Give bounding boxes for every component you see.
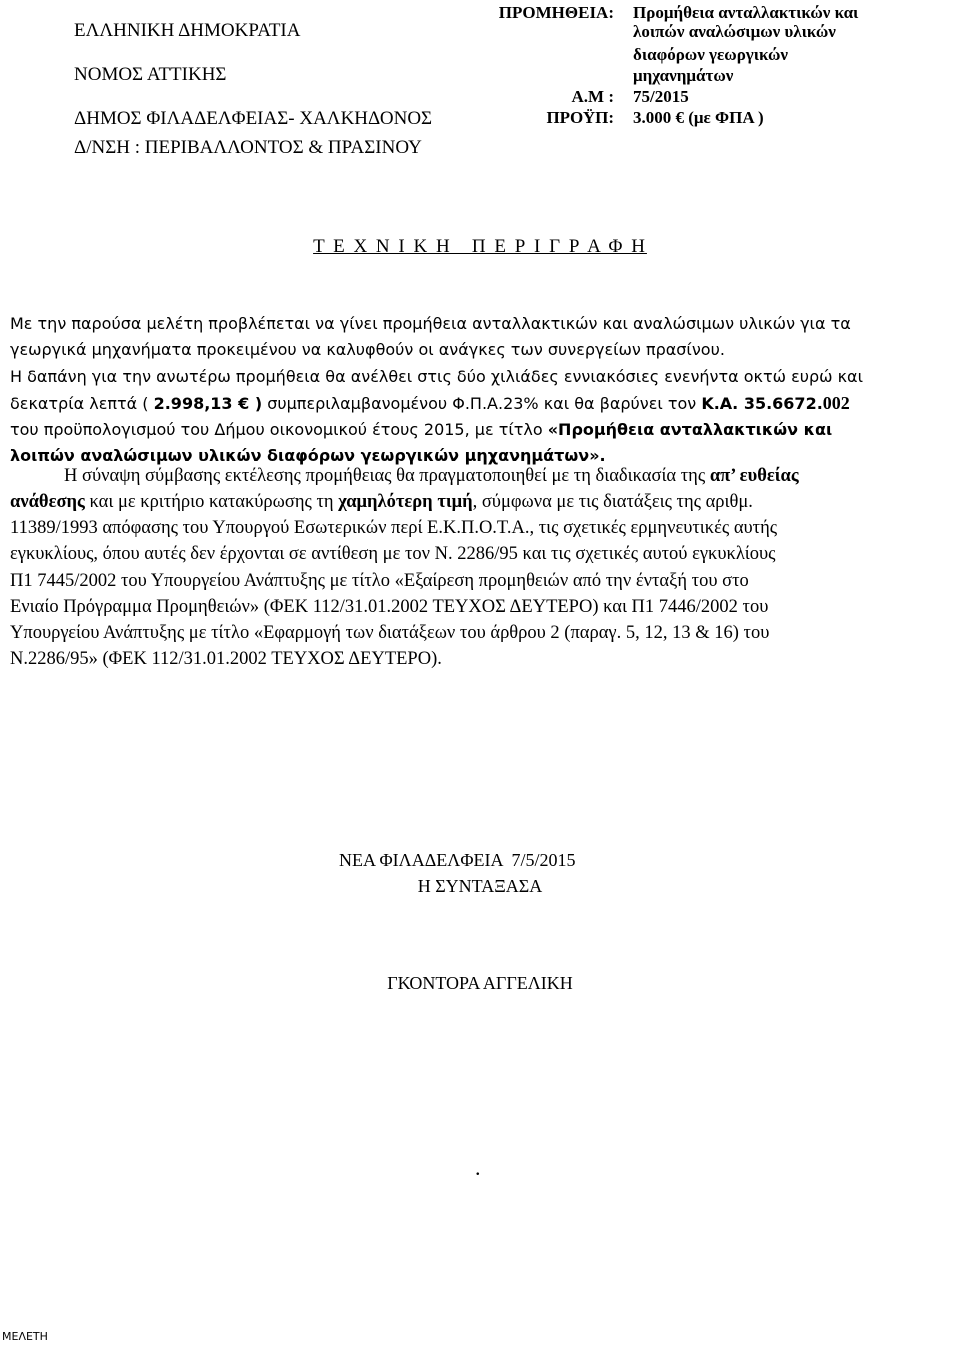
- para3-lowest-price: χαμηλότερη τιμή: [338, 492, 473, 512]
- header-directorate: Δ/ΝΣΗ : ΠΕΡΙΒΑΛΛΟΝΤΟΣ & ΠΡΑΣΙΝΟΥ: [74, 137, 422, 158]
- para3-line1: [10, 466, 950, 487]
- place-date: ΝΕΑ ΦΙΛΑΔΕΛΦΕΙΑ 7/5/2015: [339, 850, 576, 870]
- am-label: Α.Μ :: [571, 87, 614, 106]
- document-title: Τ Ε Χ Ν Ι Κ Η Π Ε Ρ Ι Γ Ρ Α Φ Η: [313, 236, 647, 257]
- para2-line2: [10, 393, 850, 414]
- signer-role: Η ΣΥΝΤΑΞΑΣΑ: [417, 876, 543, 896]
- para3-line2: [10, 492, 753, 513]
- para2-line4: λοιπών αναλώσιμων υλικών διαφόρων γεωργικών μηχανημάτων».: [10, 446, 606, 465]
- budget-value: 3.000 € (με ΦΠΑ ): [633, 108, 764, 127]
- para2-amount: 2.998,13 € ): [153, 394, 263, 413]
- budget-label: ΠΡΟΫΠ:: [546, 108, 614, 127]
- project-value-line-4: μηχανημάτων: [633, 66, 734, 85]
- para3-line4: εγκυκλίους, όπου αυτές δεν έρχονται σε αντίθεση με τον Ν. 2286/95 και τις σχετικές αυτού εγκυκλίους: [10, 544, 776, 564]
- para2-line2-a: δεκατρία λεπτά (: [10, 394, 154, 413]
- para3-award: ανάθεσης: [10, 492, 85, 512]
- para2-line3-a: του προϋπολογισμού του Δήμου οικονομικού έτους 2015, με τίτλο: [10, 420, 548, 439]
- para1-line2: γεωργικά μηχανήματα προκειμένου να καλυφθούν οι ανάγκες των συνεργείων πρασίνου.: [10, 340, 725, 359]
- project-value-line-2: [633, 22, 883, 42]
- para2-line2-c: συμπεριλαμβανομένου Φ.Π.Α.23% και θα βαρύνει τον: [262, 394, 702, 413]
- para2-budget-code: Κ.Α. 35.6672.: [701, 394, 823, 413]
- para2-line3: [10, 420, 832, 439]
- footer-label: ΜΕΛΕΤΗ: [2, 1330, 48, 1343]
- para3-line8: Ν.2286/95» (ΦΕΚ 112/31.01.2002 ΤΕΥΧΟΣ ΔΕΥΤΕΡΟ).: [10, 649, 442, 669]
- para3-line2-b: και με κριτήριο κατακύρωσης τη: [84, 492, 339, 512]
- header-municipality: ΔΗΜΟΣ ΦΙΛΑΔΕΛΦΕΙΑΣ- ΧΑΛΚΗΔΟΝΟΣ: [74, 108, 433, 129]
- para1-line1: Με την παρούσα μελέτη προβλέπεται να γίνει προμήθεια ανταλλακτικών και αναλώσιμων υλικών για τα: [10, 314, 851, 333]
- para3-line2-d: , σύμφωνα με τις διατάξεις της αριθμ.: [472, 492, 753, 512]
- project-value-line-1: Προμήθεια ανταλλακτικών και: [633, 3, 859, 22]
- header-country: ΕΛΛΗΝΙΚΗ ΔΗΜΟΚΡΑΤΙΑ: [74, 20, 301, 41]
- header-prefecture: ΝΟΜΟΣ ΑΤΤΙΚΗΣ: [74, 64, 227, 85]
- para3-line1-a: Η σύναψη σύμβασης εκτέλεσης προμήθειας θα πραγματοποιηθεί με τη διαδικασία της: [64, 466, 710, 486]
- para3-line7: Υπουργείου Ανάπτυξης με τίτλο «Εφαρμογή των διατάξεων του άρθρου 2 (παραγ. 5, 12, 13 & 16) του: [10, 623, 770, 643]
- stray-dot: .: [475, 1155, 481, 1180]
- para3-line6: Ενιαίο Πρόγραμμα Προμηθειών» (ΦΕΚ 112/31.01.2002 ΤΕΥΧΟΣ ΔΕΥΤΕΡΟ) και Π1 7446/2002 του: [10, 597, 769, 617]
- para3-line3: 11389/1993 απόφασης του Υπουργού Εσωτερικών περί Ε.Κ.Π.Ο.Τ.Α., τις σχετικές ερμηνευτικές αυτής: [10, 518, 778, 538]
- project-value-line-3: διαφόρων γεωργικών: [633, 45, 788, 64]
- am-value: 75/2015: [633, 87, 689, 106]
- project-label: ΠΡΟΜΗΘΕΙΑ:: [498, 3, 614, 22]
- para3-line5: Π1 7445/2002 του Υπουργείου Ανάπτυξης με τίτλο «Εξαίρεση προμηθειών από την ένταξή του στο: [10, 571, 749, 591]
- project-value-line-2-text: λοιπών αναλώσιμων υλικών: [633, 22, 836, 41]
- para2-line3-b: «Προμήθεια ανταλλακτικών και: [547, 420, 833, 439]
- signer-name: ΓΚΟΝΤΟΡΑ ΑΓΓΕΛΙΚΗ: [387, 973, 573, 993]
- para2-budget-code-suffix: 002: [822, 393, 850, 413]
- para3-direct-award: απ’ ευθείας: [709, 466, 799, 486]
- para2-line1: Η δαπάνη για την ανωτέρω προμήθεια θα ανέλθει στις δύο χιλιάδες εννιακόσιες ενενήντα οκτώ ευρώ και: [10, 367, 864, 386]
